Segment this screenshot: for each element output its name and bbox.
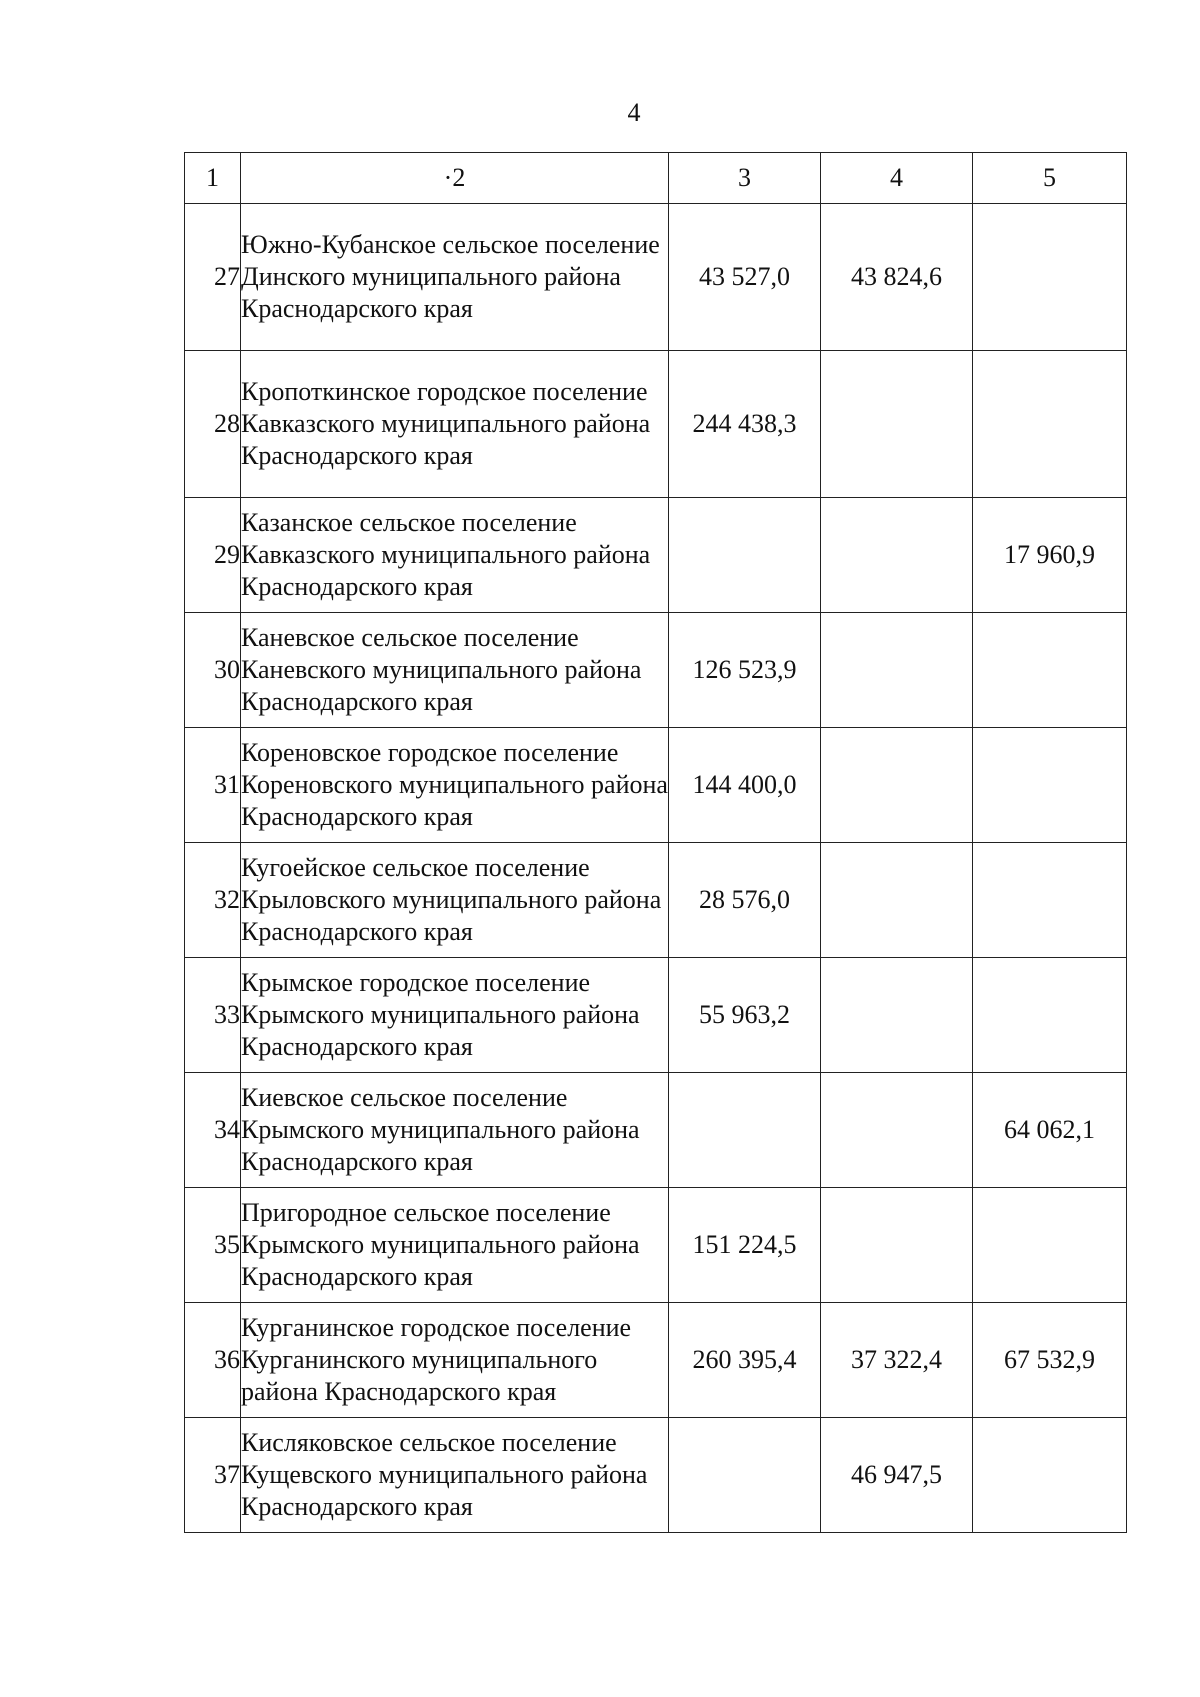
municipality-name: Кугоейское сельское поселение Крыловского муниципального района Краснодарского края (241, 843, 669, 958)
municipality-name: Кисляковское сельское поселение Кущевского муниципального района Краснодарского края (241, 1418, 669, 1533)
row-number: 35 (185, 1188, 241, 1303)
value-col-3: 55 963,2 (669, 958, 821, 1073)
row-number: 37 (185, 1418, 241, 1533)
table-row (185, 351, 1127, 498)
table-row (185, 1303, 1127, 1418)
value-col-3: 244 438,3 (669, 351, 821, 498)
row-number: 30 (185, 613, 241, 728)
value-col-3: 28 576,0 (669, 843, 821, 958)
value-col-5: 67 532,9 (973, 1303, 1127, 1418)
page-number: 4 (627, 98, 641, 127)
value-col-4 (821, 498, 973, 613)
value-col-4 (821, 958, 973, 1073)
municipality-name: Кропоткинское городское поселение Кавказского муниципального района Краснодарского края (241, 351, 669, 498)
municipality-name: Крымское городское поселение Крымского муниципального района Краснодарского края (241, 958, 669, 1073)
table-row (185, 728, 1127, 843)
table-row (185, 498, 1127, 613)
header-col-2: ·2 (241, 153, 669, 204)
row-number: 33 (185, 958, 241, 1073)
value-col-4 (821, 1188, 973, 1303)
value-col-4 (821, 613, 973, 728)
row-number: 28 (185, 351, 241, 498)
row-number: 31 (185, 728, 241, 843)
value-col-4 (821, 728, 973, 843)
row-number: 32 (185, 843, 241, 958)
row-number: 34 (185, 1073, 241, 1188)
table-row (185, 1073, 1127, 1188)
table-row (185, 204, 1127, 351)
value-col-3: 144 400,0 (669, 728, 821, 843)
value-col-4 (821, 843, 973, 958)
value-col-3 (669, 1073, 821, 1188)
value-col-5: 64 062,1 (973, 1073, 1127, 1188)
value-col-5 (973, 1418, 1127, 1533)
municipality-name: Казанское сельское поселение Кавказского муниципального района Краснодарского края (241, 498, 669, 613)
header-col-4: 4 (821, 153, 973, 204)
value-col-4: 37 322,4 (821, 1303, 973, 1418)
value-col-5 (973, 843, 1127, 958)
table-row (185, 1188, 1127, 1303)
value-col-3 (669, 498, 821, 613)
municipality-name: Курганинское городское поселение Курганинского муниципального района Краснодарского края (241, 1303, 669, 1418)
header-col-1: 1 (185, 153, 241, 204)
table-row (185, 1418, 1127, 1533)
value-col-3: 151 224,5 (669, 1188, 821, 1303)
value-col-4 (821, 1073, 973, 1188)
table-row (185, 843, 1127, 958)
allocation-table (184, 152, 1127, 1533)
row-number: 36 (185, 1303, 241, 1418)
value-col-3 (669, 1418, 821, 1533)
value-col-3: 126 523,9 (669, 613, 821, 728)
municipality-name: Пригородное сельское поселение Крымского муниципального района Краснодарского края (241, 1188, 669, 1303)
value-col-3: 260 395,4 (669, 1303, 821, 1418)
table-row (185, 613, 1127, 728)
municipality-name: Южно-Кубанское сельское поселение Динского муниципального района Краснодарского края (241, 204, 669, 351)
table-row (185, 958, 1127, 1073)
value-col-5 (973, 958, 1127, 1073)
value-col-5 (973, 351, 1127, 498)
value-col-5 (973, 204, 1127, 351)
value-col-5: 17 960,9 (973, 498, 1127, 613)
row-number: 27 (185, 204, 241, 351)
value-col-4: 46 947,5 (821, 1418, 973, 1533)
value-col-5 (973, 613, 1127, 728)
value-col-3: 43 527,0 (669, 204, 821, 351)
header-col-3: 3 (669, 153, 821, 204)
table-header-row (185, 153, 1127, 204)
row-number: 29 (185, 498, 241, 613)
header-col-5: 5 (973, 153, 1127, 204)
municipality-name: Киевское сельское поселение Крымского муниципального района Краснодарского края (241, 1073, 669, 1188)
value-col-4: 43 824,6 (821, 204, 973, 351)
municipality-name: Каневское сельское поселение Каневского муниципального района Краснодарского края (241, 613, 669, 728)
value-col-5 (973, 728, 1127, 843)
value-col-5 (973, 1188, 1127, 1303)
value-col-4 (821, 351, 973, 498)
municipality-name: Кореновское городское поселение Кореновского муниципального района Краснодарского края (241, 728, 669, 843)
